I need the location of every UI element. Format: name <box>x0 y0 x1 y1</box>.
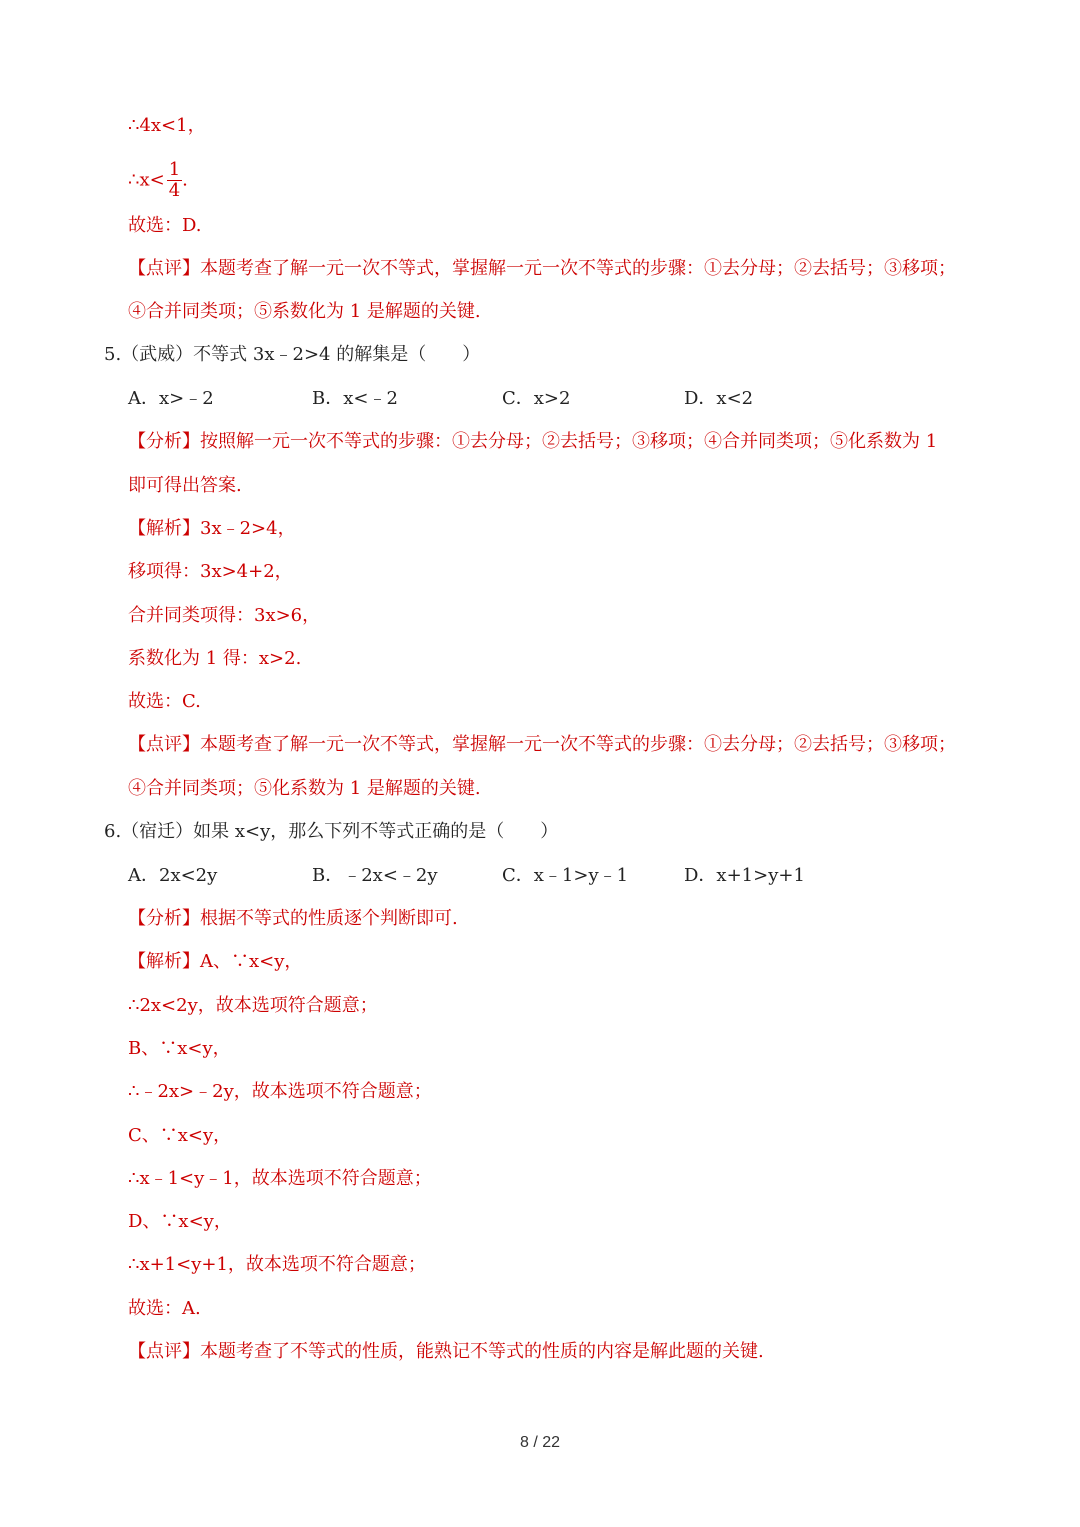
page-number: 8 / 22 <box>519 1434 561 1451</box>
option-c: C．x>2 <box>502 388 571 409</box>
comment-line: ④合并同类项；⑤系数化为 1 是解题的关键. <box>128 301 481 322</box>
question-5: 5.（武威）不等式 3x﹣2>4 的解集是（ ） <box>104 344 481 365</box>
comment-line: ④合并同类项；⑤化系数为 1 是解题的关键. <box>128 778 481 799</box>
solution-line: D、∵x<y， <box>128 1211 232 1232</box>
option-b: B．x<﹣2 <box>312 388 398 409</box>
solution-line: ∴4x<1， <box>128 115 206 136</box>
solution-line: B、∵x<y， <box>128 1038 231 1059</box>
option-c: C．x﹣1>y﹣1 <box>502 865 629 886</box>
option-a: A．x>﹣2 <box>128 388 214 409</box>
fraction <box>167 160 182 201</box>
option-b: B．﹣2x<﹣2y <box>312 865 438 886</box>
analysis-line: 【分析】根据不等式的性质逐个判断即可. <box>128 908 458 929</box>
solution-line: ∴x﹣1<y﹣1，故本选项不符合题意； <box>128 1168 432 1189</box>
analysis-line: 【分析】按照解一元一次不等式的步骤：①去分母；②去括号；③移项；④合并同类项；⑤化系数为 1 <box>128 431 938 452</box>
comment-line: 【点评】本题考查了不等式的性质，能熟记不等式的性质的内容是解此题的关键. <box>128 1341 764 1362</box>
comment-line: 【点评】本题考查了解一元一次不等式，掌握解一元一次不等式的步骤：①去分母；②去括号；③移项； <box>128 734 956 755</box>
fraction-denominator: 4 <box>168 180 181 201</box>
solution-line: ∴2x<2y，故本选项符合题意； <box>128 995 378 1016</box>
answer-line: 故选：A. <box>128 1298 201 1319</box>
option-d: D．x+1>y+1 <box>684 865 805 886</box>
analysis-line: 即可得出答案. <box>128 475 242 496</box>
solution-line: 移项得：3x>4+2， <box>128 561 293 582</box>
option-a: A．2x<2y <box>128 865 218 886</box>
solution-line: ∴x+1<y+1，故本选项不符合题意； <box>128 1254 426 1275</box>
solution-line-fraction <box>128 160 188 201</box>
solution-line: C、∵x<y， <box>128 1125 232 1146</box>
fraction-numerator: 1 <box>168 159 181 180</box>
option-d: D．x<2 <box>684 388 754 409</box>
solution-line: 【解析】A、∵x<y， <box>128 951 303 972</box>
answer-line: 故选：C. <box>128 691 201 712</box>
fraction-prefix: ∴x< <box>128 169 165 191</box>
solution-line: ∴﹣2x>﹣2y，故本选项不符合题意； <box>128 1081 432 1102</box>
solution-line: 【解析】3x﹣2>4， <box>128 518 296 539</box>
comment-line: 【点评】本题考查了解一元一次不等式，掌握解一元一次不等式的步骤：①去分母；②去括号；③移项； <box>128 258 956 279</box>
fraction-suffix: . <box>182 169 188 191</box>
answer-line: 故选：D. <box>128 215 202 236</box>
solution-line: 合并同类项得：3x>6， <box>128 605 321 626</box>
solution-line: 系数化为 1 得：x>2. <box>128 648 302 669</box>
question-6: 6.（宿迁）如果 x<y，那么下列不等式正确的是（ ） <box>104 821 559 842</box>
